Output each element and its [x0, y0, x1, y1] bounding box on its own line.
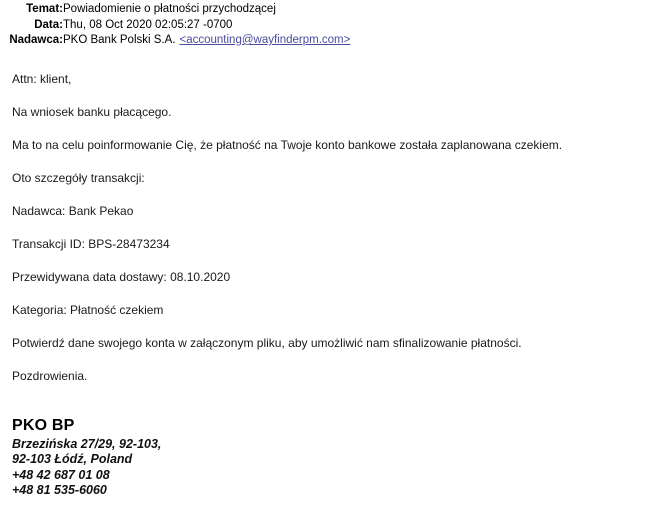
header-row-sender: [0, 33, 650, 49]
signature-address-line-1: Brzezińska 27/29, 92-103,: [12, 436, 162, 451]
date-value: Thu, 08 Oct 2020 02:05:27 -0700: [63, 18, 233, 31]
signature-phone-2: +48 81 535-6060: [12, 483, 107, 497]
email-signature: [0, 383, 650, 499]
body-paragraph-closing: Pozdrowienia.: [12, 368, 88, 383]
body-paragraph-request: Na wniosek banku płacącego.: [12, 104, 172, 119]
date-label: Data:: [34, 18, 63, 31]
body-paragraph-details-heading: Oto szczegóły transakcji:: [12, 170, 145, 185]
sender-value: [63, 33, 350, 49]
detail-sender: Nadawca: Bank Pekao: [12, 203, 134, 218]
body-paragraph-notice: Ma to na celu poinformowanie Cię, że płatność na Twoje konto bankowe została zaplanowana czekiem.: [12, 137, 563, 152]
email-header: [0, 0, 650, 49]
signature-address-line-2: 92-103 Łódź, Poland: [12, 452, 133, 466]
subject-value: Powiadomienie o płatności przychodzącej: [63, 3, 276, 15]
body-paragraph-greeting: Attn: klient,: [12, 71, 72, 86]
sender-label: Nadawca:: [9, 34, 63, 46]
detail-delivery-date: Przewidywana data dostawy: 08.10.2020: [12, 269, 231, 284]
header-row-date: [0, 18, 650, 34]
sender-email-link[interactable]: <accounting@wayfinderpm.com>: [179, 34, 351, 46]
detail-category: Kategoria: Płatność czekiem: [12, 302, 164, 317]
body-paragraph-call-to-action: Potwierdź dane swojego konta w załączonym pliku, aby umożliwić nam sfinalizowanie płatności.: [12, 335, 522, 350]
signature-phone-1: +48 42 687 01 08: [12, 467, 110, 482]
signature-company-name: PKO BP: [12, 416, 75, 434]
sender-name: PKO Bank Polski S.A.: [63, 34, 176, 46]
email-body: [0, 49, 650, 383]
header-row-subject: [0, 2, 650, 18]
subject-label: Temat:: [26, 3, 63, 15]
detail-transaction-id: Transakcji ID: BPS-28473234: [12, 236, 170, 251]
